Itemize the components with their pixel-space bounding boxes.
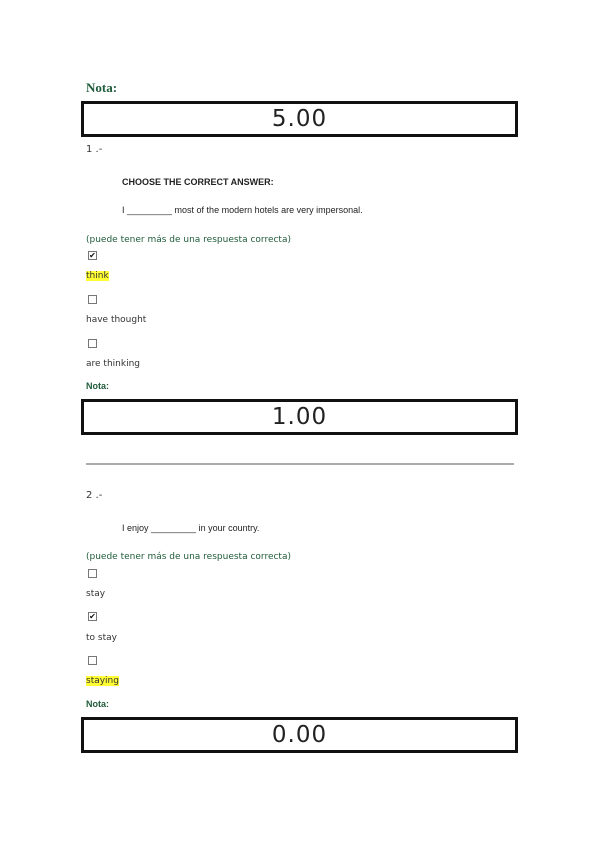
question-1-hint: (puede tener más de una respuesta correcta) bbox=[86, 235, 291, 245]
question-2-number: 2 .- bbox=[86, 490, 103, 501]
section-divider bbox=[86, 463, 514, 465]
question-1-option-2-checkbox[interactable] bbox=[88, 295, 97, 304]
question-2-score-box: 0.00 bbox=[81, 717, 518, 753]
question-2-option-3-text: staying bbox=[86, 676, 119, 686]
question-2-option-1-checkbox[interactable] bbox=[88, 569, 97, 578]
question-2-option-3-checkbox[interactable] bbox=[88, 656, 97, 665]
total-score-label: Nota: bbox=[86, 80, 118, 95]
question-2-stem: I enjoy _________ in your country. bbox=[122, 523, 260, 533]
question-1-option-1-checkbox[interactable]: ✔ bbox=[89, 251, 96, 260]
question-1-stem: I _________ most of the modern hotels are very impersonal. bbox=[122, 205, 363, 215]
question-2-score-label: Nota: bbox=[86, 699, 109, 709]
question-1-option-1-label bbox=[86, 271, 109, 281]
question-1-option-3-checkbox[interactable] bbox=[88, 339, 97, 348]
question-1-number: 1 .- bbox=[86, 144, 103, 155]
question-2-option-3-label bbox=[86, 676, 119, 686]
total-score-box: 5.00 bbox=[81, 101, 518, 137]
question-2-option-2-label: to stay bbox=[86, 633, 117, 643]
question-2-option-2-checkbox[interactable]: ✔ bbox=[89, 612, 96, 621]
question-1-option-1-text: think bbox=[86, 271, 109, 281]
question-2-option-1-label: stay bbox=[86, 589, 106, 599]
question-1-option-2-label: have thought bbox=[86, 315, 147, 325]
question-1-score-box: 1.00 bbox=[81, 399, 518, 435]
question-1-option-3-label: are thinking bbox=[86, 359, 140, 369]
question-2-hint: (puede tener más de una respuesta correcta) bbox=[86, 552, 291, 562]
question-1-instruction: CHOOSE THE CORRECT ANSWER: bbox=[122, 177, 274, 187]
question-1-score-label: Nota: bbox=[86, 381, 109, 391]
